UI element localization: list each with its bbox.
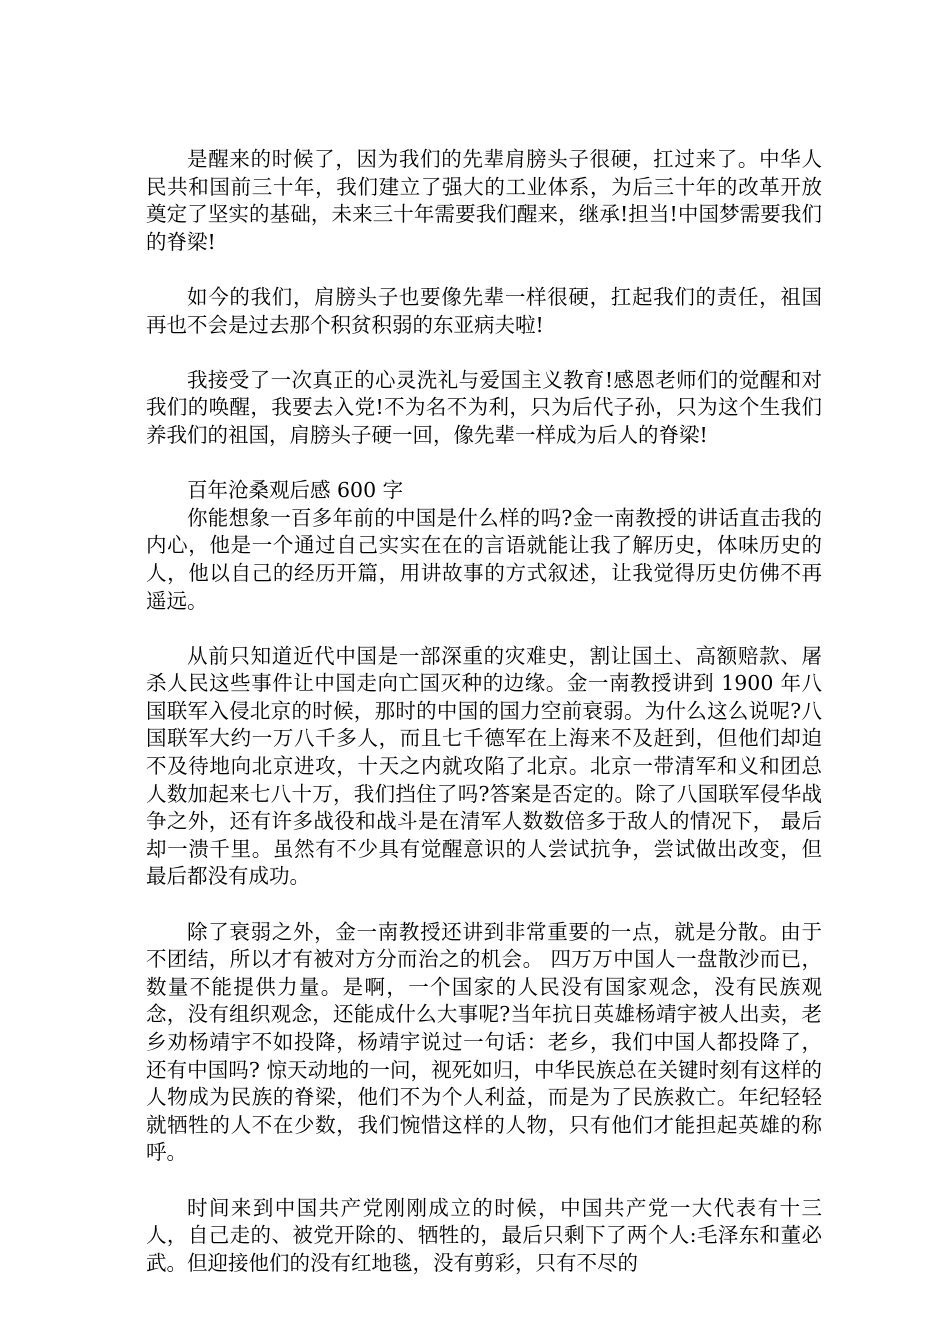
- paragraph-gap: [146, 891, 822, 919]
- paragraph: 如今的我们，肩膀头子也要像先辈一样很硬，扛起我们的责任，祖国再也不会是过去那个积贫积弱的东亚病夫啦!: [146, 284, 822, 337]
- paragraph: 是醒来的时候了，因为我们的先辈肩膀头子很硬，扛过来了。中华人民共和国前三十年，我们建立了强大的工业体系，为后三十年的改革开放奠定了坚实的基础，未来三十年需要我们醒来，继承!担当!中国梦需要我们的脊梁!: [146, 147, 822, 254]
- paragraph: 我接受了一次真正的心灵洗礼与爱国主义教育!感恩老师们的觉醒和对我们的唤醒，我要去入党!不为名不为利，只为后代子孙，只为这个生我们养我们的祖国，肩膀头子硬一回，像先辈一样成为后人的脊梁!: [146, 367, 822, 447]
- paragraph-gap: [146, 256, 822, 284]
- paragraph-gap: [146, 1167, 822, 1195]
- paragraph-gap: [146, 339, 822, 367]
- paragraph: 除了衰弱之外，金一南教授还讲到非常重要的一点，就是分散。由于不团结，所以才有被对方分而治之的机会。 四万万中国人一盘散沙而已，数量不能提供力量。是啊，一个国家的人民没有国家观念，没有民族观念，没有组织观念，还能成什么大事呢?当年抗日英雄杨靖宇被人出卖，老乡劝杨靖宇不如投降，杨靖宇说过一句话：老乡，我们中国人都投降了，还有中国吗? 惊天动地的一问，视死如归，中华民族总在关键时刻有这样的人物成为民族的脊梁，他们不为个人利益，而是为了民族救亡。年纪轻轻就牺牲的人不在少数，我们惋惜这样的人物，只有他们才能担起英雄的称呼。: [146, 919, 822, 1165]
- paragraph-gap: [146, 615, 822, 643]
- paragraph: 从前只知道近代中国是一部深重的灾难史，割让国土、高额赔款、屠杀人民这些事件让中国走向亡国灭种的边缘。金一南教授讲到 1900 年八国联军入侵北京的时候，那时的中国的国力空前衰弱。为什么这么说呢?八国联军大约一万八千多人，而且七千德军在上海来不及赶到，但他们却迫不及待地向北京进攻，十天之内就攻陷了北京。北京一带清军和义和团总人数加起来七八十万，我们挡住了吗?答案是否定的。除了八国联军侵华战争之外，还有许多战役和战斗是在清军人数数倍多于敌人的情况下， 最后却一溃千里。虽然有不少具有觉醒意识的人尝试抗争，尝试做出改变，但最后都没有成功。: [146, 643, 822, 889]
- paragraph-gap: [146, 450, 822, 478]
- paragraph: 你能想象一百多年前的中国是什么样的吗?金一南教授的讲话直击我的内心，他是一个通过自己实实在在的言语就能让我了解历史，体味历史的人，他以自己的经历开篇，用讲故事的方式叙述，让我觉得历史仿佛不再遥远。: [146, 505, 822, 613]
- essay-title: 百年沧桑观后感 600 字: [187, 478, 404, 503]
- document-page: [146, 146, 822, 1277]
- paragraph: 时间来到中国共产党刚刚成立的时候，中国共产党一大代表有十三人，自己走的、被党开除的、牺牲的，最后只剩下了两个人:毛泽东和董必武。但迎接他们的没有红地毯，没有剪彩，只有不尽的: [146, 1195, 822, 1275]
